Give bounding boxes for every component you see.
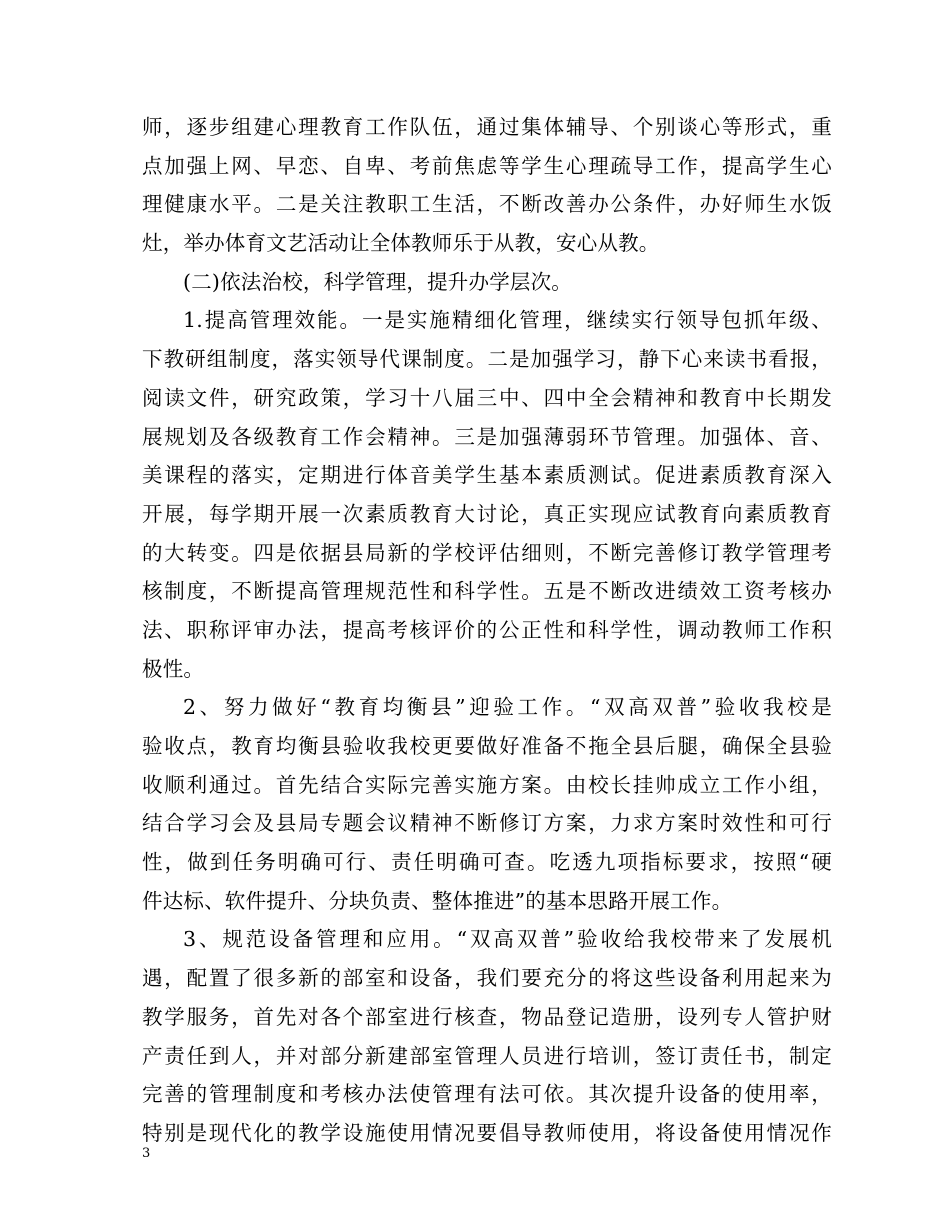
text-line: 验收点，教育均衡县验收我校更要做好准备不拖全县后腿，确保全县验 <box>142 734 832 758</box>
text-line: 1.提高管理效能。一是实施精细化管理，继续实行领导包抓年级、 <box>183 308 832 333</box>
text-line: 完善的管理制度和考核办法使管理有法可依。其次提升设备的使用率， <box>142 1082 832 1107</box>
text-line: 师，逐步组建心理教育工作队伍，通过集体辅导、个别谈心等形式，重 <box>142 115 832 139</box>
text-line: 美课程的落实，定期进行体音美学生基本素质测试。促进素质教育深入 <box>142 463 832 488</box>
text-line: 遇，配置了很多新的部室和设备，我们要充分的将这些设备利用起来为 <box>142 966 832 991</box>
text-line: 阅读文件，研究政策，学习十八届三中、四中全会精神和教育中长期发 <box>142 385 832 410</box>
text-line: 开展，每学期开展一次素质教育大讨论，真正实现应试教育向素质教育 <box>142 501 832 526</box>
text-line: 结合学习会及县局专题会议精神不断修订方案，力求方案时效性和可行 <box>142 811 832 836</box>
text-line: 下教研组制度，落实领导代课制度。二是加强学习，静下心来读书看报， <box>142 347 832 372</box>
text-line: 3、规范设备管理和应用。“双高双普”验收给我校带来了发展机 <box>183 927 832 952</box>
text-line: (二)依法治校，科学管理，提升办学层次。 <box>183 269 572 294</box>
page-number: 3 <box>142 1146 151 1161</box>
text-line: 特别是现代化的教学设施使用情况要倡导教师使用，将设备使用情况作 <box>142 1120 832 1145</box>
text-line: 法、职称评审办法，提高考核评价的公正性和科学性，调动教师工作积 <box>142 617 832 642</box>
text-line: 的大转变。四是依据县局新的学校评估细则，不断完善修订教学管理考 <box>142 540 832 565</box>
text-line: 教学服务，首先对各个部室进行核查，物品登记造册，设列专人管护财 <box>142 1004 832 1029</box>
text-line: 收顺利通过。首先结合实际完善实施方案。由校长挂帅成立工作小组， <box>142 772 832 797</box>
body-text <box>142 108 832 1153</box>
text-line: 点加强上网、早恋、自卑、考前焦虑等学生心理疏导工作，提高学生心 <box>142 153 832 178</box>
text-line: 2、努力做好“教育均衡县”迎验工作。“双高双普”验收我校是 <box>183 695 832 720</box>
text-line: 展规划及各级教育工作会精神。三是加强薄弱环节管理。加强体、音、 <box>142 424 832 449</box>
text-line: 核制度，不断提高管理规范性和科学性。五是不断改进绩效工资考核办 <box>142 579 832 604</box>
text-line: 理健康水平。二是关注教职工生活，不断改善办公条件，办好师生水饭 <box>142 192 832 217</box>
text-line: 灶，举办体育文艺活动让全体教师乐于从教，安心从教。 <box>142 231 660 256</box>
text-line: 性，做到任务明确可行、责任明确可查。吃透九项指标要求，按照“硬 <box>142 850 832 875</box>
text-line: 件达标、软件提升、分块负责、整体推进”的基本思路开展工作。 <box>142 888 733 913</box>
text-line: 极性。 <box>142 656 205 681</box>
text-line: 产责任到人，并对部分新建部室管理人员进行培训，签订责任书，制定 <box>142 1043 832 1068</box>
